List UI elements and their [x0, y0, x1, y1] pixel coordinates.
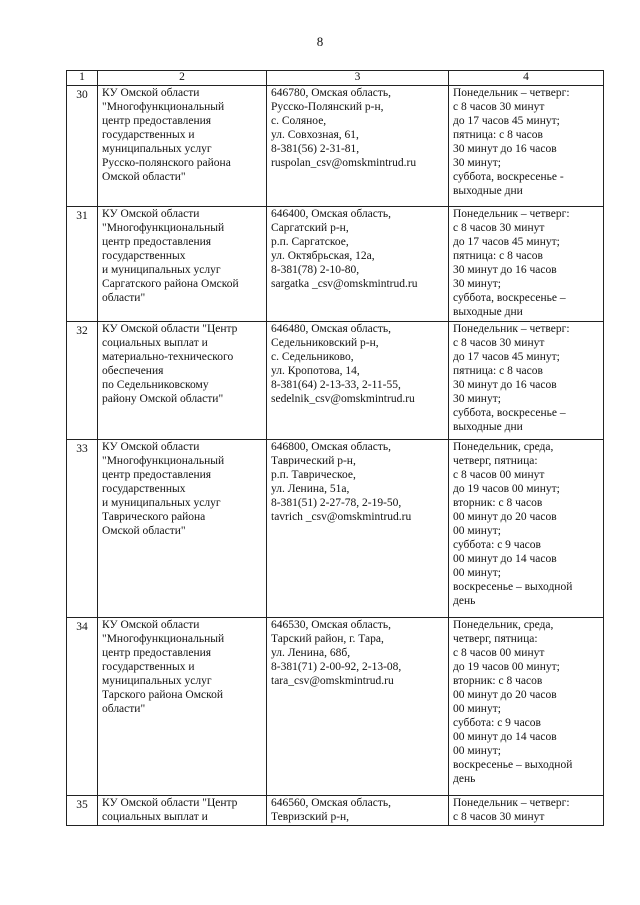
table-row [67, 796, 604, 826]
address-contacts-line: с. Соляное, [271, 115, 327, 127]
column-header: 3 [267, 71, 449, 86]
address-contacts-line: 8-381(56) 2-31-81, [271, 143, 360, 155]
address-contacts-line: Тарский район, г. Тара, [271, 633, 384, 645]
working-hours-line: до 17 часов 45 минут; [453, 236, 560, 248]
address-contacts-line: р.п. Саргатское, [271, 236, 349, 248]
working-hours-line: суббота, воскресенье - [453, 171, 564, 183]
working-hours-cell [449, 618, 604, 796]
address-contacts-line: ruspolan_csv@omskmintrud.ru [271, 157, 417, 169]
organization-name-line: и муниципальных услуг [102, 264, 221, 276]
organization-name-cell [98, 86, 267, 207]
working-hours-line: с 8 часов 30 минут [453, 811, 545, 823]
page-number: 8 [316, 34, 324, 49]
working-hours-cell [449, 796, 604, 826]
working-hours-line: с 8 часов 30 минут [453, 101, 545, 113]
organization-name-cell [98, 618, 267, 796]
address-contacts-line: 8-381(71) 2-00-92, 2-13-08, [271, 661, 402, 673]
working-hours-line: до 17 часов 45 минут; [453, 115, 560, 127]
organization-name-line: КУ Омской области [102, 441, 200, 453]
working-hours-line: с 8 часов 00 минут [453, 469, 545, 481]
working-hours-line: 00 минут до 14 часов [453, 553, 557, 565]
organization-name-line: району Омской области" [102, 393, 224, 405]
working-hours-line: четверг, пятница: [453, 455, 538, 467]
table-row [67, 440, 604, 618]
working-hours-line: 30 минут; [453, 157, 501, 169]
address-contacts-line: 8-381(78) 2-10-80, [271, 264, 360, 276]
organization-name-line: центр предоставления [102, 115, 212, 127]
address-contacts-line: ул. Совхозная, 61, [271, 129, 359, 141]
address-contacts-line: Тевризский р-н, [271, 811, 350, 823]
organization-name-line: КУ Омской области "Центр [102, 323, 238, 335]
organization-name-line: государственных [102, 250, 186, 262]
organization-name-line: "Многофункциональный [102, 222, 225, 234]
address-contacts-line: 646530, Омская область, [271, 619, 392, 631]
organization-name-line: "Многофункциональный [102, 455, 225, 467]
address-contacts-line: 646400, Омская область, [271, 208, 392, 220]
table-row [67, 322, 604, 440]
organization-name-line: Омской области" [102, 525, 186, 537]
organization-name-line: "Многофункциональный [102, 101, 225, 113]
organization-name-line: государственных и [102, 129, 195, 141]
column-header: 1 [67, 71, 98, 86]
address-contacts-line: р.п. Таврическое, [271, 469, 356, 481]
address-contacts-cell [267, 86, 449, 207]
working-hours-line: 00 минут до 20 часов [453, 689, 557, 701]
organization-name-line: КУ Омской области [102, 87, 200, 99]
working-hours-line: 00 минут; [453, 745, 501, 757]
organization-name-line: муниципальных услуг [102, 143, 212, 155]
address-contacts-cell [267, 618, 449, 796]
address-contacts-line: ул. Октябрьская, 12а, [271, 250, 375, 262]
organization-name-cell [98, 322, 267, 440]
organization-name-line: КУ Омской области [102, 208, 200, 220]
working-hours-line: воскресенье – выходной [453, 759, 573, 771]
organization-name-line: КУ Омской области "Центр [102, 797, 238, 809]
working-hours-line: суббота: с 9 часов [453, 539, 541, 551]
row-number: 30 [67, 86, 98, 207]
working-hours-line: выходные дни [453, 306, 523, 318]
address-contacts-line: sargatka _csv@omskmintrud.ru [271, 278, 418, 290]
table-row [67, 207, 604, 322]
address-contacts-line: 646480, Омская область, [271, 323, 392, 335]
organization-name-line: материально-технического [102, 351, 234, 363]
working-hours-line: 00 минут; [453, 525, 501, 537]
working-hours-line: суббота, воскресенье – [453, 407, 566, 419]
table-row [67, 618, 604, 796]
row-number: 31 [67, 207, 98, 322]
working-hours-line: Понедельник – четверг: [453, 797, 570, 809]
organization-name-line: Тарского района Омской [102, 689, 223, 701]
working-hours-line: с 8 часов 00 минут [453, 647, 545, 659]
working-hours-cell [449, 86, 604, 207]
working-hours-line: 30 минут; [453, 393, 501, 405]
working-hours-line: выходные дни [453, 185, 523, 197]
organization-name-line: Саргатского района Омской [102, 278, 239, 290]
organization-name-line: центр предоставления [102, 236, 212, 248]
working-hours-line: до 19 часов 00 минут; [453, 483, 560, 495]
working-hours-line: с 8 часов 30 минут [453, 337, 545, 349]
working-hours-line: день [453, 595, 476, 607]
address-contacts-line: с. Седельниково, [271, 351, 354, 363]
organization-name-line: центр предоставления [102, 647, 212, 659]
working-hours-line: выходные дни [453, 421, 523, 433]
address-contacts-cell [267, 440, 449, 618]
address-contacts-line: sedelnik_csv@omskmintrud.ru [271, 393, 415, 405]
working-hours-line: Понедельник – четверг: [453, 323, 570, 335]
address-contacts-cell [267, 796, 449, 826]
working-hours-line: суббота, воскресенье – [453, 292, 566, 304]
organization-name-line: области" [102, 292, 146, 304]
address-contacts-line: Седельниковский р-н, [271, 337, 379, 349]
row-number: 35 [67, 796, 98, 826]
organization-name-line: и муниципальных услуг [102, 497, 221, 509]
organization-name-cell [98, 440, 267, 618]
working-hours-line: до 19 часов 00 минут; [453, 661, 560, 673]
working-hours-line: вторник: с 8 часов [453, 497, 543, 509]
address-contacts-line: Таврический р-н, [271, 455, 356, 467]
working-hours-line: 00 минут; [453, 703, 501, 715]
address-contacts-line: tavrich _csv@omskmintrud.ru [271, 511, 412, 523]
working-hours-line: воскресенье – выходной [453, 581, 573, 593]
mfc-offices-table [66, 70, 604, 826]
working-hours-line: пятница: с 8 часов [453, 129, 543, 141]
address-contacts-line: 646560, Омская область, [271, 797, 392, 809]
working-hours-line: до 17 часов 45 минут; [453, 351, 560, 363]
organization-name-line: государственных и [102, 661, 195, 673]
organization-name-cell [98, 207, 267, 322]
address-contacts-cell [267, 207, 449, 322]
working-hours-line: день [453, 773, 476, 785]
organization-name-line: социальных выплат и [102, 811, 208, 823]
organization-name-line: муниципальных услуг [102, 675, 212, 687]
column-header: 4 [449, 71, 604, 86]
working-hours-line: суббота: с 9 часов [453, 717, 541, 729]
working-hours-line: 00 минут до 20 часов [453, 511, 557, 523]
row-number: 32 [67, 322, 98, 440]
organization-name-line: обеспечения [102, 365, 164, 377]
organization-name-line: КУ Омской области [102, 619, 200, 631]
working-hours-line: Понедельник, среда, [453, 619, 554, 631]
organization-name-line: государственных [102, 483, 186, 495]
working-hours-cell [449, 207, 604, 322]
address-contacts-line: Русско-Полянский р-н, [271, 101, 384, 113]
organization-name-line: области" [102, 703, 146, 715]
working-hours-line: пятница: с 8 часов [453, 250, 543, 262]
working-hours-line: Понедельник – четверг: [453, 208, 570, 220]
address-contacts-line: Саргатский р-н, [271, 222, 349, 234]
organization-name-line: центр предоставления [102, 469, 212, 481]
working-hours-line: 30 минут до 16 часов [453, 264, 557, 276]
row-number: 33 [67, 440, 98, 618]
working-hours-line: 00 минут; [453, 567, 501, 579]
working-hours-line: Понедельник, среда, [453, 441, 554, 453]
organization-name-cell [98, 796, 267, 826]
working-hours-line: 30 минут до 16 часов [453, 379, 557, 391]
address-contacts-cell [267, 322, 449, 440]
address-contacts-line: ул. Ленина, 68б, [271, 647, 351, 659]
row-number: 34 [67, 618, 98, 796]
table-row [67, 86, 604, 207]
organization-name-line: Таврического района [102, 511, 206, 523]
column-number-row [67, 71, 604, 86]
working-hours-line: 30 минут; [453, 278, 501, 290]
working-hours-cell [449, 322, 604, 440]
working-hours-line: Понедельник – четверг: [453, 87, 570, 99]
address-contacts-line: ул. Ленина, 51а, [271, 483, 350, 495]
organization-name-line: по Седельниковскому [102, 379, 209, 391]
working-hours-line: 00 минут до 14 часов [453, 731, 557, 743]
address-contacts-line: 8-381(51) 2-27-78, 2-19-50, [271, 497, 402, 509]
column-header: 2 [98, 71, 267, 86]
working-hours-line: четверг, пятница: [453, 633, 538, 645]
working-hours-line: пятница: с 8 часов [453, 365, 543, 377]
address-contacts-line: 8-381(64) 2-13-33, 2-11-55, [271, 379, 401, 391]
address-contacts-line: 646800, Омская область, [271, 441, 392, 453]
address-contacts-line: tara_csv@omskmintrud.ru [271, 675, 394, 687]
organization-name-line: Омской области" [102, 171, 186, 183]
working-hours-cell [449, 440, 604, 618]
address-contacts-line: 646780, Омская область, [271, 87, 392, 99]
working-hours-line: с 8 часов 30 минут [453, 222, 545, 234]
working-hours-line: 30 минут до 16 часов [453, 143, 557, 155]
address-contacts-line: ул. Кропотова, 14, [271, 365, 360, 377]
working-hours-line: вторник: с 8 часов [453, 675, 543, 687]
organization-name-line: Русско-полянского района [102, 157, 231, 169]
organization-name-line: "Многофункциональный [102, 633, 225, 645]
organization-name-line: социальных выплат и [102, 337, 208, 349]
